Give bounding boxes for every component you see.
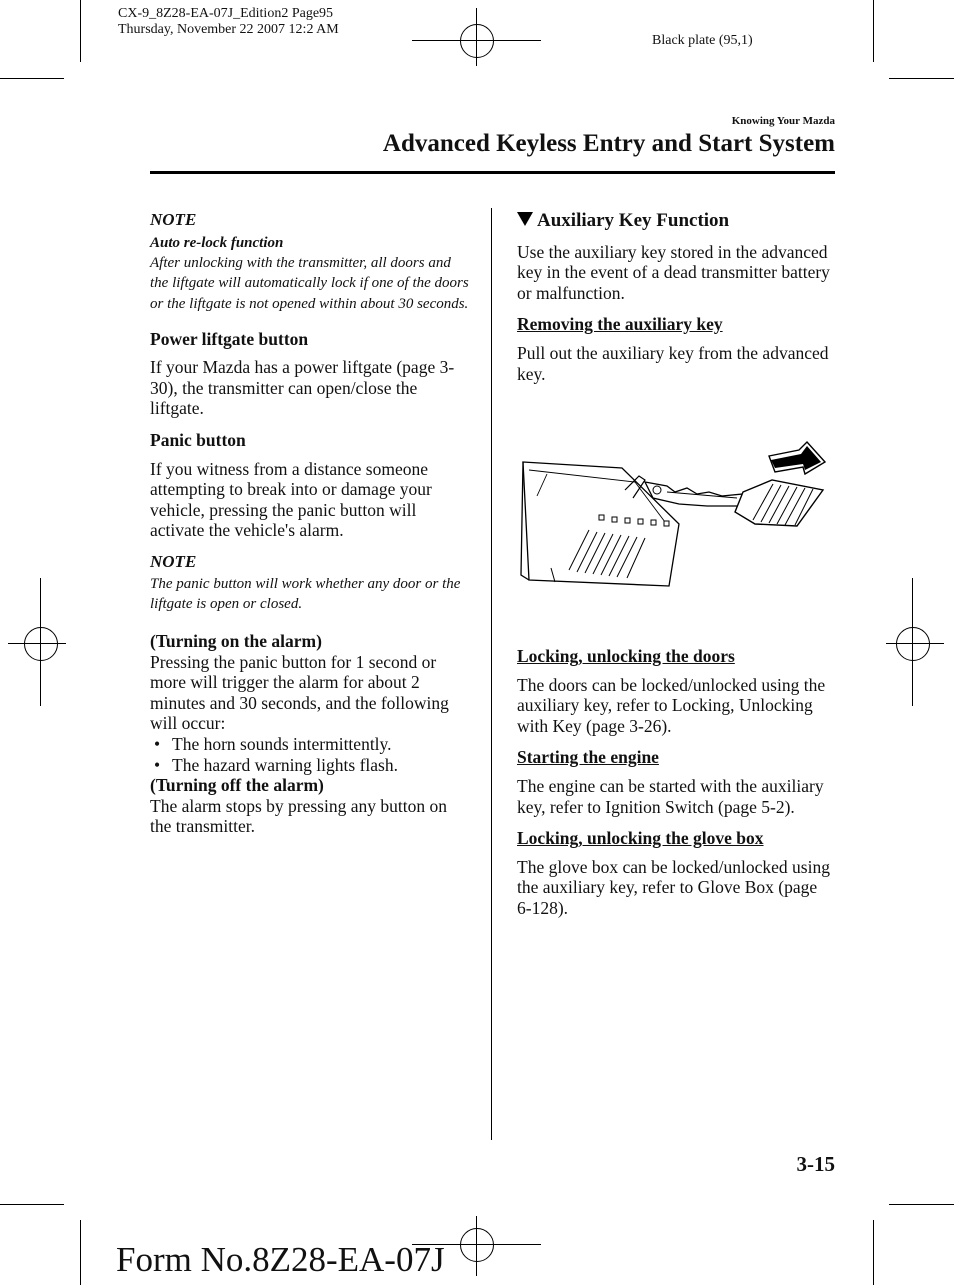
power-liftgate-heading: Power liftgate button bbox=[150, 328, 309, 349]
subsection-title-text: Auxiliary Key Function bbox=[537, 210, 730, 231]
right-column bbox=[517, 211, 835, 384]
crop-mark bbox=[0, 78, 64, 79]
panic-text: If you witness from a distance someone attempting to break into or damage your vehicle, pressing the panic button will activate the vehicle's alarm. bbox=[150, 458, 432, 541]
alarm-on-heading: (Turning on the alarm) bbox=[150, 631, 322, 652]
note-subheading: Auto re-lock function bbox=[150, 234, 284, 251]
crop-mark bbox=[889, 1204, 954, 1205]
note-text: After unlocking with the transmitter, all doors and the liftgate will automatically lock if one of the doors or the liftgate is not opened within about 30 seconds. bbox=[150, 254, 469, 312]
date-line: Thursday, November 22 2007 12:2 AM bbox=[118, 22, 339, 37]
section-name: Knowing Your Mazda bbox=[731, 115, 835, 127]
power-liftgate-text: If your Mazda has a power liftgate (page 3-30), the transmitter can open/close the liftgate. bbox=[150, 357, 455, 419]
print-file-info bbox=[118, 6, 339, 38]
glove-text: The glove box can be locked/unlocked using the auxiliary key, refer to Glove Box (page 6-128). bbox=[517, 856, 830, 918]
alarm-on-text: Pressing the panic button for 1 second or more will trigger the alarm for about 2 minutes and 30 seconds, and the following will occur: bbox=[150, 651, 449, 734]
intro-text: Use the auxiliary key stored in the advanced key in the event of a dead transmitter battery or malfunction. bbox=[517, 241, 830, 303]
registration-mark bbox=[896, 627, 930, 661]
subsection-title bbox=[517, 211, 835, 232]
list-item: • The hazard warning lights flash. bbox=[150, 755, 472, 776]
left-column bbox=[150, 210, 472, 837]
note-heading: NOTE bbox=[150, 210, 197, 229]
removing-heading: Removing the auxiliary key bbox=[517, 314, 723, 335]
doors-heading: Locking, unlocking the doors bbox=[517, 646, 735, 666]
plate-label: Black plate (95,1) bbox=[652, 33, 753, 48]
crop-mark bbox=[873, 1220, 874, 1285]
crop-mark bbox=[0, 1204, 64, 1205]
engine-heading: Starting the engine bbox=[517, 747, 659, 768]
auxiliary-key-illustration bbox=[517, 440, 832, 590]
alarm-off-text: The alarm stops by pressing any button on the transmitter. bbox=[150, 795, 447, 837]
registration-mark bbox=[24, 627, 58, 661]
page-title: Advanced Keyless Entry and Start System bbox=[382, 130, 835, 157]
doors-text: The doors can be locked/unlocked using the auxiliary key, refer to Locking, Unlocking with Key (page 3-26). bbox=[517, 674, 826, 736]
crop-mark bbox=[889, 78, 954, 79]
title-rule bbox=[150, 171, 835, 174]
note-heading: NOTE bbox=[150, 552, 197, 572]
crop-mark bbox=[873, 0, 874, 62]
crop-mark bbox=[80, 1220, 81, 1285]
note-text: The panic button will work whether any door or the liftgate is open or closed. bbox=[150, 575, 461, 613]
list-item: • The horn sounds intermittently. bbox=[150, 734, 472, 755]
alarm-off-heading: (Turning off the alarm) bbox=[150, 775, 324, 796]
file-line: CX-9_8Z28-EA-07J_Edition2 Page95 bbox=[118, 6, 334, 21]
triangle-marker-icon bbox=[517, 212, 533, 226]
registration-mark bbox=[460, 1228, 494, 1262]
removing-text: Pull out the auxiliary key from the advanced key. bbox=[517, 342, 829, 384]
form-number: Form No.8Z28-EA-07J bbox=[116, 1240, 445, 1279]
crop-mark bbox=[80, 0, 81, 62]
right-column-lower bbox=[517, 646, 835, 919]
engine-text: The engine can be started with the auxiliary key, refer to Ignition Switch (page 5-2). bbox=[517, 775, 824, 817]
panic-heading: Panic button bbox=[150, 430, 246, 451]
page-number: 3-15 bbox=[796, 1152, 835, 1176]
registration-mark bbox=[460, 24, 494, 58]
glove-heading: Locking, unlocking the glove box bbox=[517, 828, 764, 849]
column-divider bbox=[491, 208, 492, 1140]
